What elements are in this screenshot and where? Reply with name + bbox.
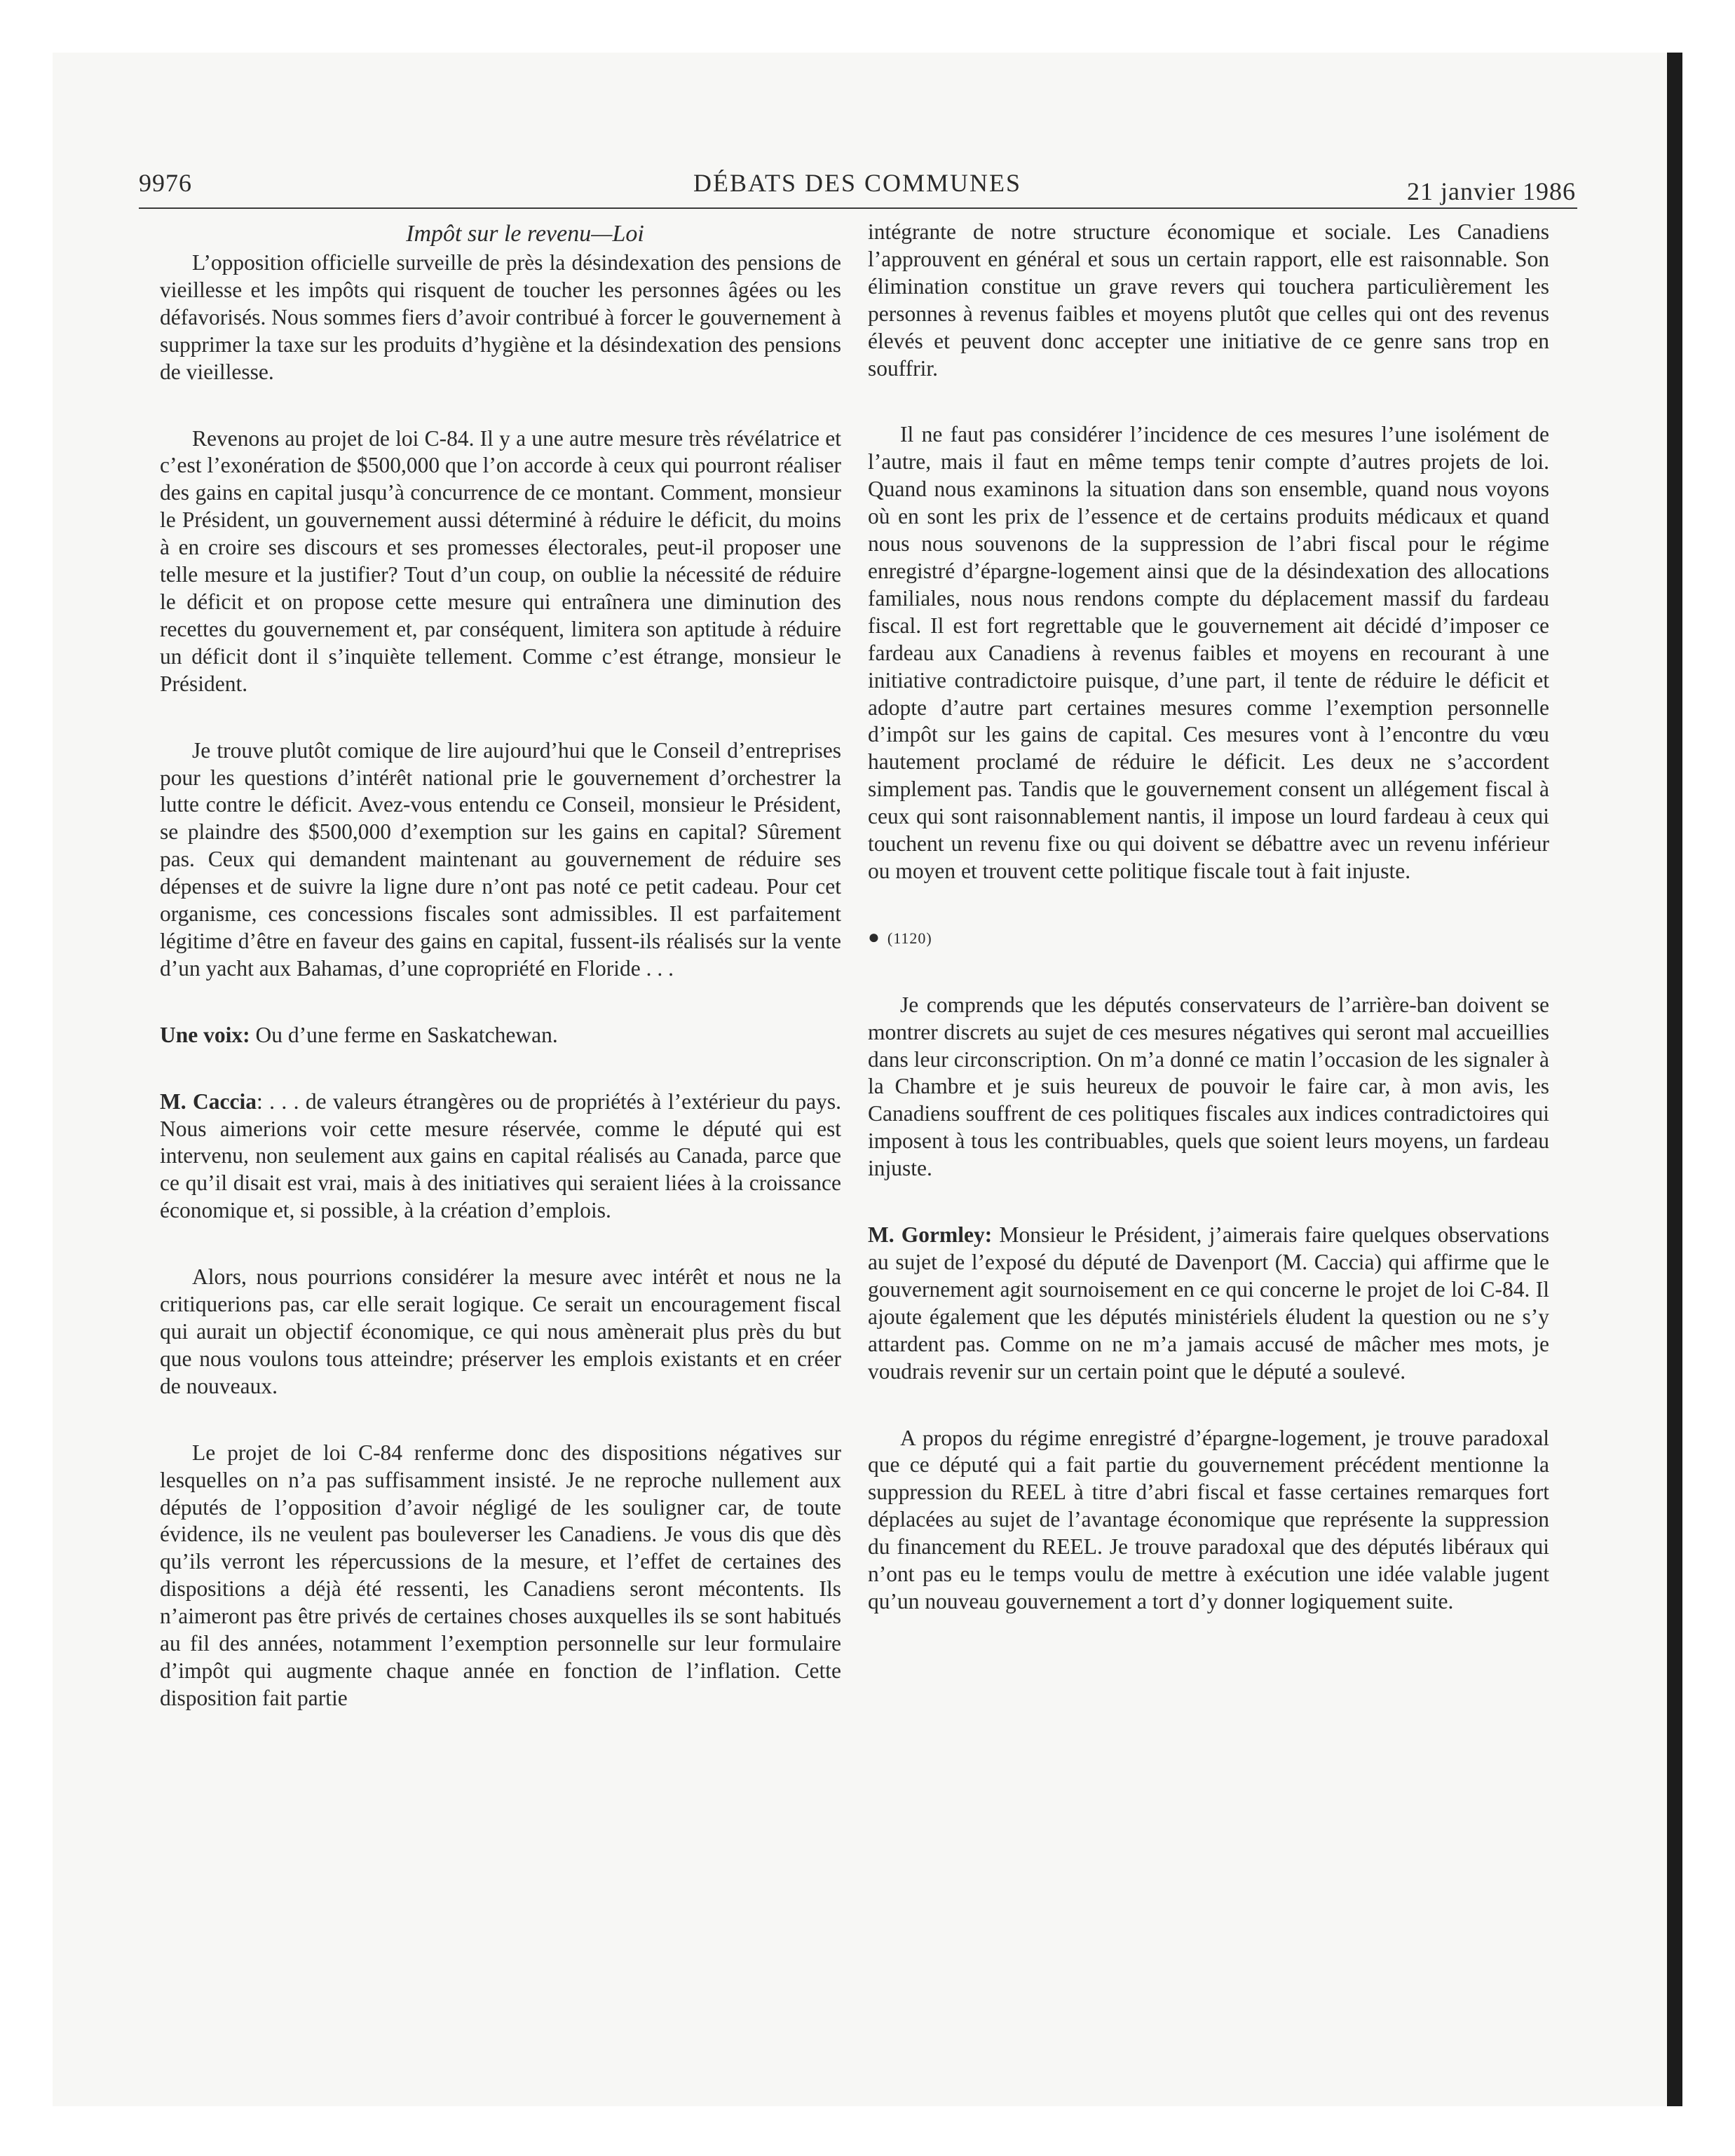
paragraph: Revenons au projet de loi C-84. Il y a une autre mesure très révélatrice et c’est l’exonération de $500,000 que l’on accorde à ceux qui pourront réaliser des gains en capital jusqu’à concurrence de ce montant. Comment, monsieur le Président, un gouvernement aussi déterminé à réduire le déficit, du moins à en croire ses discours et ses promesses électorales, peut-il proposer une telle mesure et la justifier? Tout d’un coup, on oublie la nécessité de réduire le déficit et on propose cette mesure qui entraînera une diminution des recettes du gouvernement et, par conséquent, limitera son aptitude à réduire un déficit dont il s’inquiète tellement. Comme c’est étrange, monsieur le Président.: [160, 425, 841, 696]
header-rule: [139, 207, 1577, 209]
speaker-name: M. Gormley:: [868, 1222, 993, 1248]
paragraph-continued: intégrante de notre structure économique et sociale. Les Canadiens l’approuvent en général et sous un certain rapport, elle est raisonnable. Son élimination constitue un grave revers qui touchera particulièrement les personnes à revenus faibles et moyens plutôt que celles qui ont des revenus élevés et peuvent donc accepter une initiative de ce genre sans trop en souffrir.: [868, 219, 1549, 381]
time-stamp: (1120): [887, 929, 932, 947]
page-number: 9976: [139, 169, 192, 197]
paragraph: Je trouve plutôt comique de lire aujourd’hui que le Conseil d’entreprises pour les questions d’intérêt national prie le gouvernement d’orchestrer la lutte contre le déficit. Avez-vous entendu ce Conseil, monsieur le Président, se plaindre des $500,000 d’exemption sur les gains en capital? Sûrement pas. Ceux qui demandent maintenant au gouvernement de réduire ses dépenses et de suivre la ligne dure n’ont pas noté ce petit cadeau. Pour cet organisme, ces concessions fiscales sont admissibles. Il est parfaitement légitime d’être en faveur des gains en capital, fussent-ils réalisés sur la vente d’un yacht aux Bahamas, d’une copropriété en Floride . . .: [160, 737, 841, 981]
scan-edge-shadow: [1667, 53, 1682, 2106]
paragraph: L’opposition officielle surveille de près la désindexation des pensions de vieillesse et les impôts qui risquent de toucher les personnes âgées ou les défavorisés. Nous sommes fiers d’avoir contribué à forcer le gouvernement à supprimer la taxe sur les produits d’hygiène et la désindexation des pensions de vieillesse.: [160, 250, 841, 384]
paragraph: A propos du régime enregistré d’épargne-logement, je trouve paradoxal que ce député qui a fait partie du gouvernement précédent mentionne la suppression du REEL à titre d’abri fiscal et fasse certaines remarques fort déplacées au sujet de l’avantage économique que représente la suppression du financement du REEL. Je trouve paradoxal que des députés libéraux qui n’ont pas eu le temps voulu de mettre à exécution une idée valable jugent qu’un nouveau gouvernement a tort d’y donner logiquement suite.: [868, 1425, 1549, 1613]
speech-paragraph: [160, 1022, 841, 1049]
speech-text: Ou d’une ferme en Saskatchewan.: [250, 1022, 558, 1047]
paragraph: Je comprends que les députés conservateurs de l’arrière-ban doivent se montrer discrets au sujet de ces mesures négatives qui seront mal accueillies dans leur circonscription. On m’a donné ce matin l’occasion de les signaler à la Chambre et je suis heureux de pouvoir le faire car, à mon avis, les Canadiens souffrent de ces politiques fiscales aux indices contradictoires qui imposent à tous les contribuables, quels que soient leurs moyens, un fardeau injuste.: [868, 992, 1549, 1181]
speech-paragraph: [868, 1222, 1549, 1385]
right-column: [868, 219, 1549, 1655]
issue-date: 21 janvier 1986: [1407, 177, 1576, 205]
page-header: [139, 163, 1576, 205]
left-column: [160, 219, 841, 1752]
running-title: DÉBATS DES COMMUNES: [693, 169, 1022, 197]
speech-text: Monsieur le Président, j’aimerais faire quelques observations au sujet de l’exposé du député de Davenport (M. Caccia) qui affirme que le gouvernement agit sournoisement en ce qui concerne le projet de loi C-84. Il ajoute également que les députés ministériels éludent la question ou ne s’y attardent pas. Comme on ne m’a jamais accusé de mâcher mes mots, je voudrais revenir sur un certain point que le député a soulevé.: [868, 1222, 1549, 1384]
speaker-name: M. Caccia: [160, 1089, 257, 1114]
paragraph: Alors, nous pourrions considérer la mesure avec intérêt et nous ne la critiquerions pas, car elle serait logique. Ce serait un encouragement fiscal qui aurait un objectif économique, ce qui nous amènerait plus près du but que nous voulons tous atteindre; préserver les emplois existants et en créer de nouveaux.: [160, 1264, 841, 1398]
speaker-name: Une voix:: [160, 1022, 250, 1047]
speech-text: : . . . de valeurs étrangères ou de propriétés à l’extérieur du pays. Nous aimerions voir cette mesure réservée, comme le député qui est intervenu, non seulement aux gains en capital réalisés au Canada, parce que ce qu’il disait est vrai, mais à des initiatives qui seraient liées à la croissance économique et, si possible, à la création d’emplois.: [160, 1089, 841, 1223]
speech-paragraph: [160, 1089, 841, 1225]
paragraph: Il ne faut pas considérer l’incidence de ces mesures l’une isolément de l’autre, mais il faut en même temps tenir compte d’autres projets de loi. Quand nous examinons la situation dans son ensemble, quand nous voyons où en sont les prix de l’essence et de certains produits médicaux et quand nous nous souvenons de la suppression de l’abri fiscal pour le régime enregistré d’épargne-logement ainsi que de la désindexation des allocations familiales, nous nous rendons compte du déplacement massif du fardeau fiscal. Il est fort regrettable que le gouvernement ait décidé d’imposer ce fardeau aux Canadiens à revenus faibles et moyens en recourant à une initiative contradictoire puisque, d’une part, il tente de réduire le déficit et adopte d’autre part certaines mesures comme l’exemption personnelle d’impôt sur les gains de capital. Ces mesures vont à l’encontre du vœu hautement proclamé de réduire le déficit. Les deux ne s’accordent simplement pas. Tandis que le gouvernement consent un allégement fiscal à ceux qui sont raisonnablement nantis, il impose un lourd fardeau à ceux qui touchent un revenu fixe ou qui doivent se débattre avec un revenu inférieur ou moyen et trouvent cette politique fiscale tout à fait injuste.: [868, 422, 1549, 883]
paragraph: Le projet de loi C-84 renferme donc des dispositions négatives sur lesquelles on n’a pas suffisamment insisté. Je ne reproche nullement aux députés de l’opposition d’avoir négligé de les souligner car, de toute évidence, ils ne veulent pas bouleverser les Canadiens. Je vous dis que dès qu’ils verront les répercussions de la mesure, et l’effet de certaines des dispositions a déjà été ressenti, les Canadiens seront mécontents. Ils n’aimeront pas être privés de certaines choses auxquelles ils se sont habitués au fil des années, notamment l’exemption personnelle sur leur formulaire d’impôt qui augmente chaque année en fonction de l’inflation. Cette disposition fait partie: [160, 1440, 841, 1710]
time-marker: [868, 925, 1549, 953]
section-title: Impôt sur le revenu—Loi: [406, 221, 644, 247]
bullet-icon: ●: [868, 926, 880, 948]
